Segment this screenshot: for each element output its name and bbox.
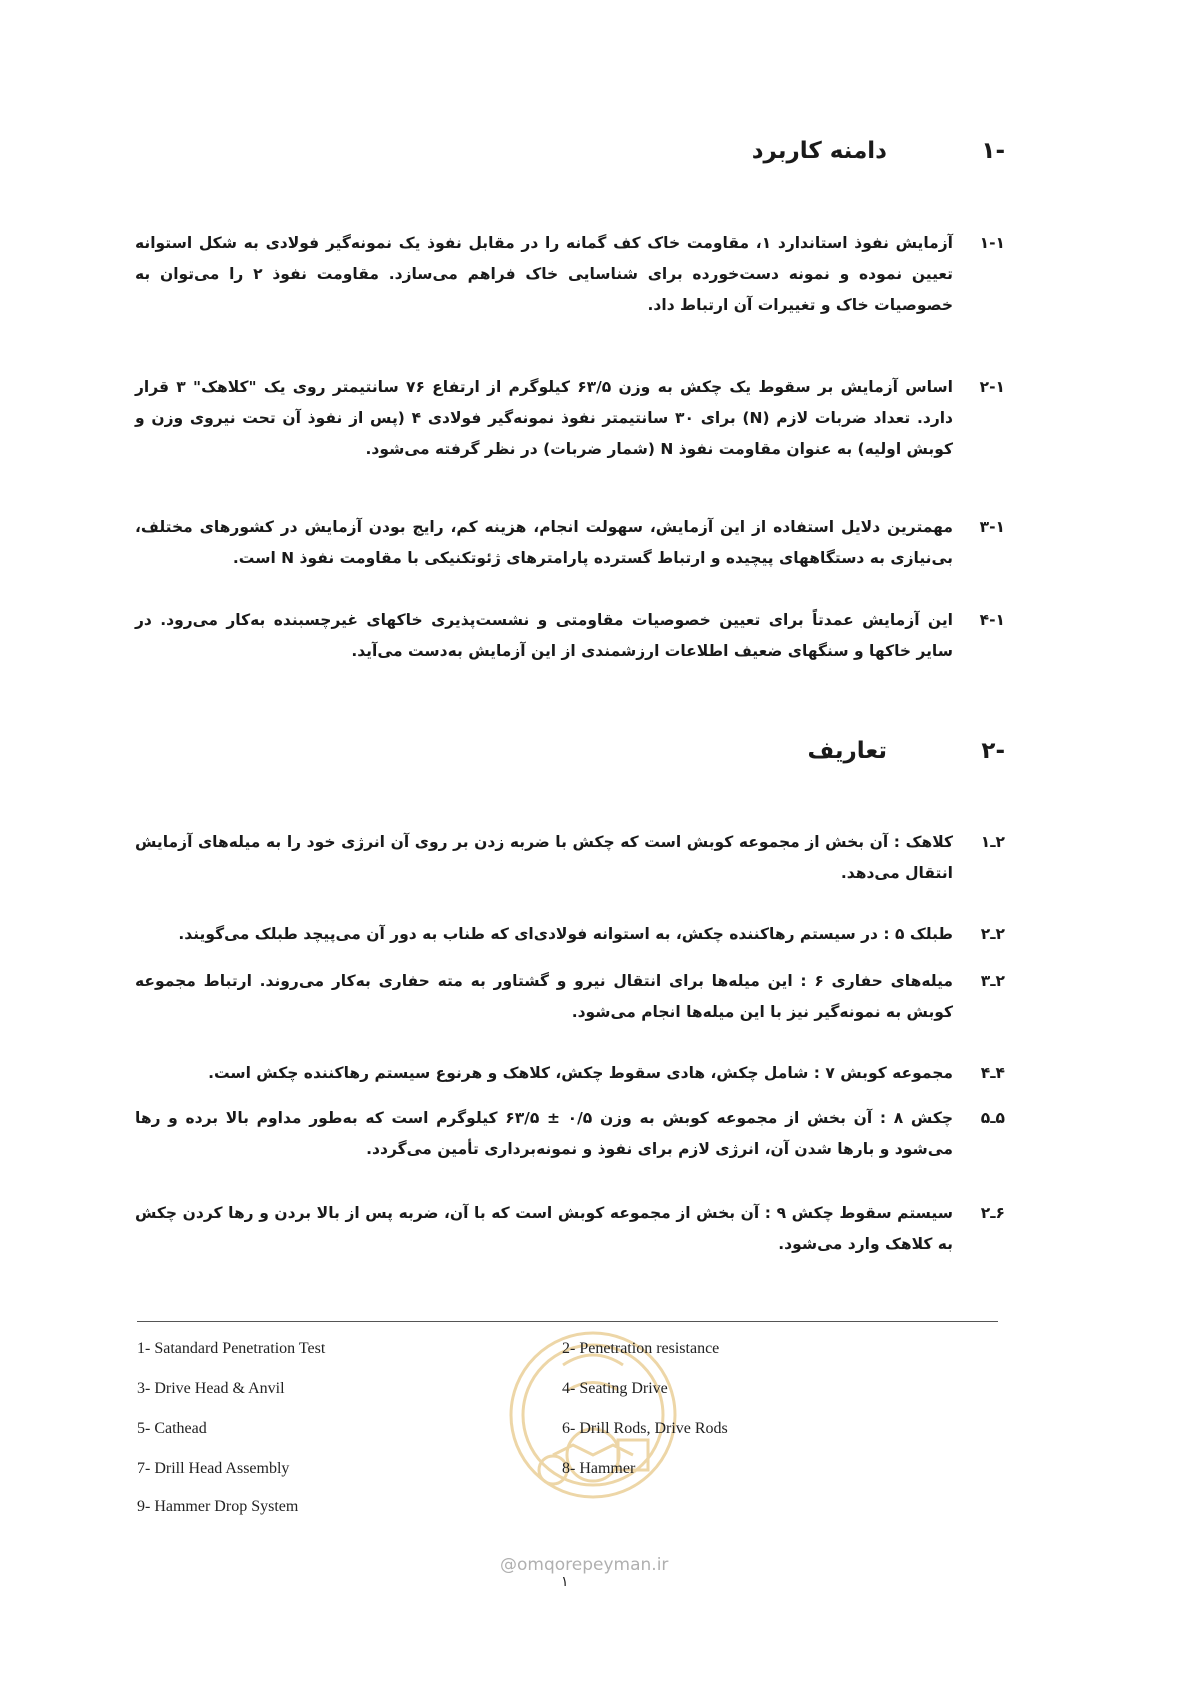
paragraph-1-2 xyxy=(135,372,1005,465)
section-heading-2 xyxy=(807,738,1005,764)
paragraph-text: طبلک ۵ : در سیستم رهاکننده چکش، به استوانه فولادی‌ای که طناب به دور آن می‌پیچد طبلک می‌گویند. xyxy=(178,925,953,943)
footnote-5: 5- Cathead xyxy=(137,1420,207,1437)
footnote-2: 2- Penetration resistance xyxy=(562,1340,720,1357)
section-title: دامنه کاربرد xyxy=(751,138,887,164)
section-number: -۲ xyxy=(981,738,1005,764)
watermark-text: @omqorepeyman.ir xyxy=(500,1555,669,1575)
paragraph-text: این آزمایش عمدتاً برای تعیین خصوصیات مقاومتی و نشست‌پذیری خاکهای غیرچسبنده به‌کار می‌رود. در سایر خاکها و سنگهای ضعیف اطلاعات ارزشمندی از این آزمایش به‌دست می‌آید. xyxy=(135,611,953,660)
paragraph-1-4 xyxy=(135,605,1005,667)
footnote-6: 6- Drill Rods, Drive Rods xyxy=(562,1420,728,1437)
paragraph-number: ۲ـ۳ xyxy=(980,972,1005,990)
definition-2-1 xyxy=(135,827,1005,889)
paragraph-number: ۲ـ۱ xyxy=(980,833,1005,851)
paragraph-number: ۱-۱ xyxy=(979,234,1005,252)
paragraph-text: مجموعه کوبش ۷ : شامل چکش، هادی سقوط چکش، کلاهک و هرنوع سیستم رهاکننده چکش است. xyxy=(208,1064,953,1082)
paragraph-number: ۲-۱ xyxy=(979,378,1005,396)
definition-2-5 xyxy=(135,1103,1005,1165)
footnote-1: 1- Satandard Penetration Test xyxy=(137,1340,326,1357)
paragraph-text: میله‌های حفاری ۶ : این میله‌ها برای انتقال نیرو و گشتاور به مته حفاری به‌کار می‌روند. ارتباط مجموعه کوبش به نمونه‌گیر نیز با این میله‌ها انجام می‌شود. xyxy=(135,972,953,1021)
paragraph-number: ۴ـ۴ xyxy=(980,1064,1005,1082)
paragraph-number: ۴-۱ xyxy=(979,611,1005,629)
paragraph-text: سیستم سقوط چکش ۹ : آن بخش از مجموعه کوبش است که با آن، ضربه پس از بالا بردن و رها کردن چکش به کلاهک وارد می‌شود. xyxy=(135,1204,953,1253)
definition-2-4 xyxy=(135,1058,1005,1089)
page-number: ۱ xyxy=(561,1574,569,1590)
paragraph-number: ۶ـ۲ xyxy=(980,1204,1005,1222)
paragraph-1-3 xyxy=(135,512,1005,574)
footnote-8: 8- Hammer xyxy=(562,1460,636,1477)
definition-2-6 xyxy=(135,1198,1005,1260)
paragraph-number: ۲ـ۲ xyxy=(980,925,1005,943)
paragraph-1-1 xyxy=(135,228,1005,321)
paragraph-number: ۳-۱ xyxy=(979,518,1005,536)
definition-2-2 xyxy=(135,919,1005,950)
footnote-3: 3- Drive Head & Anvil xyxy=(137,1380,285,1397)
paragraph-text: چکش ۸ : آن بخش از مجموعه کوبش به وزن ۰/۵ ± ۶۳/۵ کیلوگرم است که به‌طور مداوم بالا برده و رها می‌شود و بارها شدن آن، انرژی لازم برای نفوذ و نمونه‌برداری تأمین می‌گردد. xyxy=(135,1109,954,1158)
paragraph-number: ۵ـ۵ xyxy=(980,1109,1005,1127)
paragraph-text: مهمترین دلایل استفاده از این آزمایش، سهولت انجام، هزینه کم، رایج بودن آزمایش در کشورهای مختلف، بی‌نیازی به دستگاههای پیچیده و ارتباط گسترده پارامترهای ژئوتکنیکی با مقاومت نفوذ N است. xyxy=(135,518,953,567)
paragraph-text: کلاهک : آن بخش از مجموعه کوبش است که چکش با ضربه زدن بر روی آن انرژی خود را به میله‌های آزمایش انتقال می‌دهد. xyxy=(135,833,953,882)
footnote-4: 4- Seating Drive xyxy=(562,1380,668,1397)
footnote-9: 9- Hammer Drop System xyxy=(137,1498,299,1515)
paragraph-text: آزمایش نفوذ استاندارد ۱، مقاومت خاک کف گمانه را در مقابل نفوذ یک نمونه‌گیر فولادی به شکل استوانه تعیین نموده و نمونه دست‌خورده برای شناسایی خاک فراهم می‌سازد. مقاومت نفوذ ۲ را می‌توان به خصوصیات خاک و تغییرات آن ارتباط داد. xyxy=(135,234,953,314)
section-title: تعاریف xyxy=(807,738,887,764)
definition-2-3 xyxy=(135,966,1005,1028)
section-heading-1 xyxy=(752,138,1005,164)
section-number: -۱ xyxy=(981,138,1005,164)
paragraph-text: اساس آزمایش بر سقوط یک چکش به وزن ۶۳/۵ کیلوگرم از ارتفاع ۷۶ سانتیمتر روی یک "کلاهک" ۳ قرار دارد. تعداد ضربات لازم (N) برای ۳۰ سانتیمتر نفوذ نمونه‌گیر فولادی ۴ (پس از نفوذ آن تحت نیروی وزن و کوبش اولیه) به عنوان مقاومت نفوذ N (شمار ضربات) در نظر گرفته می‌شود. xyxy=(135,378,954,458)
footnote-7: 7- Drill Head Assembly xyxy=(137,1460,290,1477)
